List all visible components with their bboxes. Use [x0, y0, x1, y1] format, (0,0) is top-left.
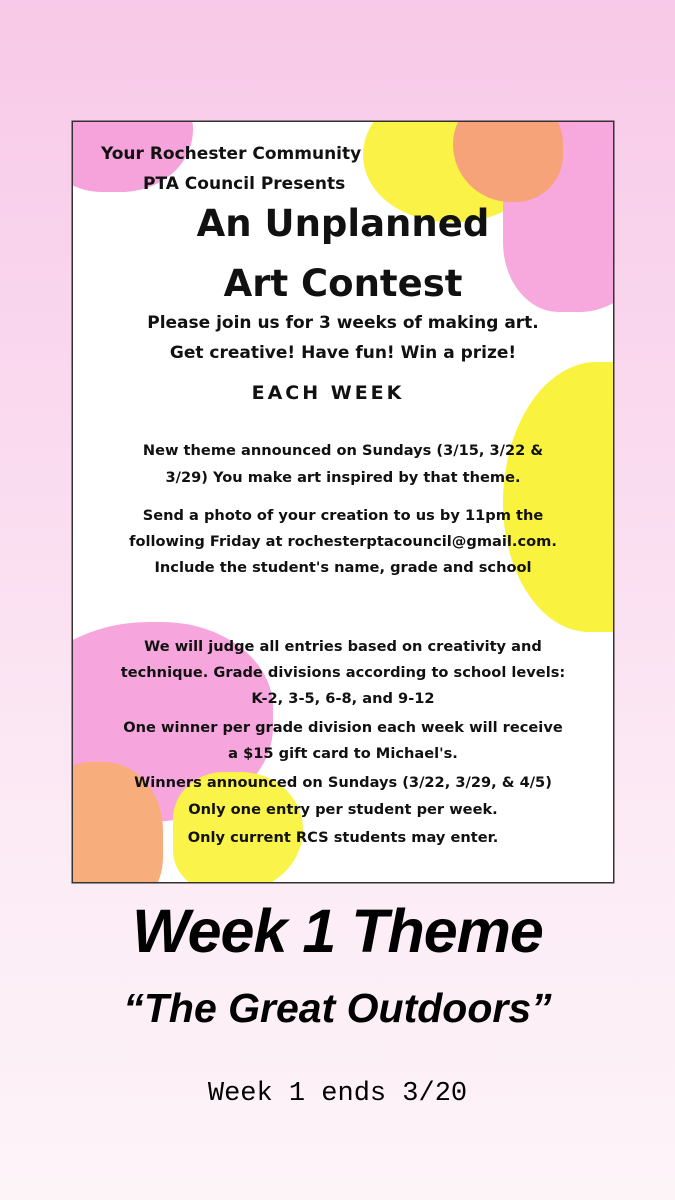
- week-theme-heading: Week 1 Theme: [132, 897, 543, 965]
- rules-line: K-2, 3-5, 6-8, and 9-12: [251, 690, 435, 707]
- presenter-line-1: Your Rochester Community: [101, 144, 362, 164]
- rules-line: Winners announced on Sundays (3/22, 3/29, & 4/5): [134, 774, 552, 791]
- submit-line-1: Send a photo of your creation to us by 11pm the: [142, 507, 544, 524]
- theme-line-2: 3/29) You make art inspired by that theme.: [165, 469, 521, 486]
- week-end-date: Week 1 ends 3/20: [207, 1079, 468, 1109]
- submit-line-3: Include the student's name, grade and school: [154, 559, 532, 576]
- theme-line-1: New theme announced on Sundays (3/15, 3/22 &: [142, 442, 544, 459]
- rules-line: One winner per grade division each week will receive: [123, 719, 563, 736]
- theme-title: “The Great Outdoors”: [123, 985, 552, 1031]
- rules-line: a $15 gift card to Michael's.: [228, 745, 458, 762]
- intro-line-1: Please join us for 3 weeks of making art.: [147, 313, 539, 333]
- rules-line: We will judge all entries based on creativity and: [144, 638, 542, 655]
- flyer-title-line-1: An Unplanned: [196, 202, 490, 245]
- submit-line-2: following Friday at rochesterptacouncil@gmail.com.: [129, 533, 557, 550]
- rules-line: Only one entry per student per week.: [188, 801, 498, 818]
- rules-line: technique. Grade divisions according to school levels:: [120, 664, 566, 681]
- presenter-line-2: PTA Council Presents: [143, 174, 346, 194]
- flyer-title-line-2: Art Contest: [223, 262, 463, 305]
- each-week-heading: EACH WEEK: [251, 382, 405, 404]
- rules-line: Only current RCS students may enter.: [187, 829, 499, 846]
- contest-flyer: [73, 122, 613, 882]
- intro-line-2: Get creative! Have fun! Win a prize!: [169, 343, 517, 363]
